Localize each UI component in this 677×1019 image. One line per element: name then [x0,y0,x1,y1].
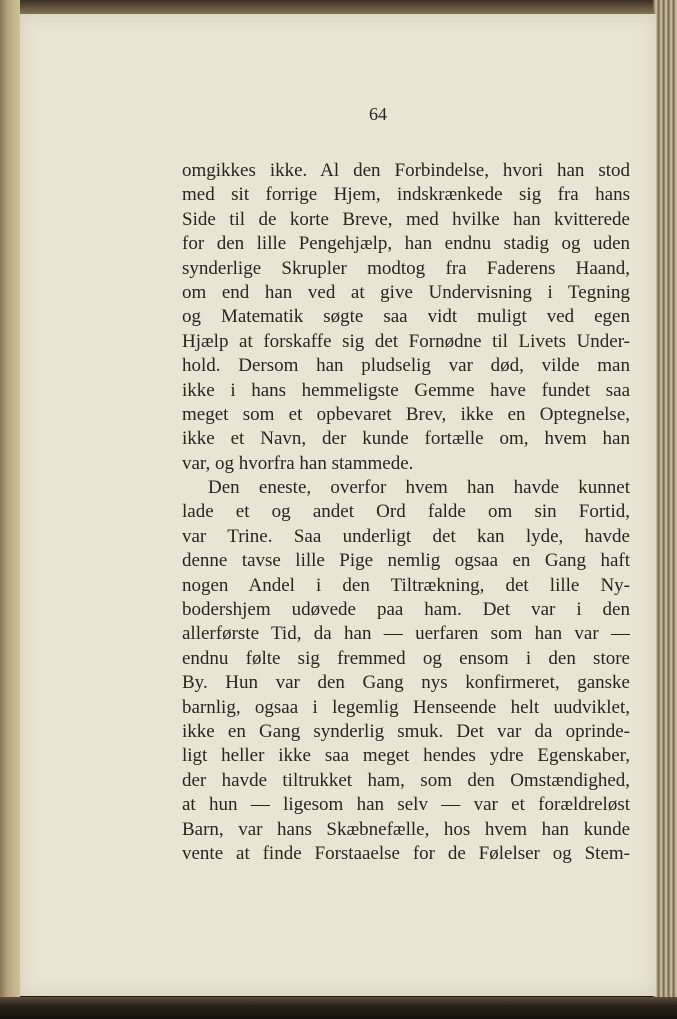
text-line: bodershjem udøvede paa ham. Det var i den [182,599,630,621]
text-line: der havde tiltrukket ham, som den Omstændighed, [182,769,630,791]
text-line: endnu følte sig fremmed og ensom i den store [182,647,630,669]
text-line: Hjælp at forskaffe sig det Fornødne til Livets Under- [182,330,630,352]
text-line: denne tavse lille Pige nemlig ogsaa en Gang haft [182,550,630,572]
text-line: ikke en Gang synderlig smuk. Det var da oprinde- [182,720,630,742]
text-line: ikke et Navn, der kunde fortælle om, hvem han [182,428,630,450]
text-line: hold. Dersom han pludselig var død, vilde man [182,355,630,377]
book-cover-bottom-edge [0,997,677,1019]
text-line: om end han ved at give Undervisning i Tegning [182,281,630,303]
text-line: synderlige Skrupler modtog fra Faderens Haand, [182,257,630,279]
text-line: lade et og andet Ord falde om sin Fortid, [182,501,630,523]
book-cover-left-edge [0,0,20,1019]
text-line: ikke i hans hemmeligste Gemme have fundet saa [182,379,630,401]
text-line: Den eneste, overfor hvem han havde kunnet [208,477,630,499]
text-line: var Trine. Saa underligt det kan lyde, havde [182,525,630,547]
text-line: Barn, var hans Skæbnefælle, hos hvem han kunde [182,818,630,840]
text-line: vente at finde Forstaaelse for de Følelser og Stem- [182,842,630,864]
book-page [20,14,656,996]
text-line: barnlig, ogsaa i legemlig Henseende helt uudviklet, [182,696,630,718]
text-line: meget som et opbevaret Brev, ikke en Optegnelse, [182,403,630,425]
page-stack-edge [653,0,677,1019]
text-line: ligt heller ikke saa meget hendes ydre Egenskaber, [182,745,630,767]
text-line: for den lille Pengehjælp, han endnu stadig og uden [182,233,630,255]
body-text [182,159,630,866]
text-line: nogen Andel i den Tiltrækning, det lille Ny- [182,574,630,596]
text-line: og Matematik søgte saa vidt muligt ved egen [182,306,630,328]
text-line: By. Hun var den Gang nys konfirmeret, ganske [182,672,630,694]
page-number: 64 [369,104,387,124]
text-line: med sit forrige Hjem, indskrænkede sig fra hans [182,184,630,206]
text-line: var, og hvorfra han stammede. [182,452,414,474]
text-line: Side til de korte Breve, med hvilke han kvitterede [182,208,630,230]
text-line: at hun — ligesom han selv — var et forældreløst [182,794,630,816]
text-line: omgikkes ikke. Al den Forbindelse, hvori han stod [182,160,630,181]
text-line: allerførste Tid, da han — uerfaren som han var — [182,623,630,645]
